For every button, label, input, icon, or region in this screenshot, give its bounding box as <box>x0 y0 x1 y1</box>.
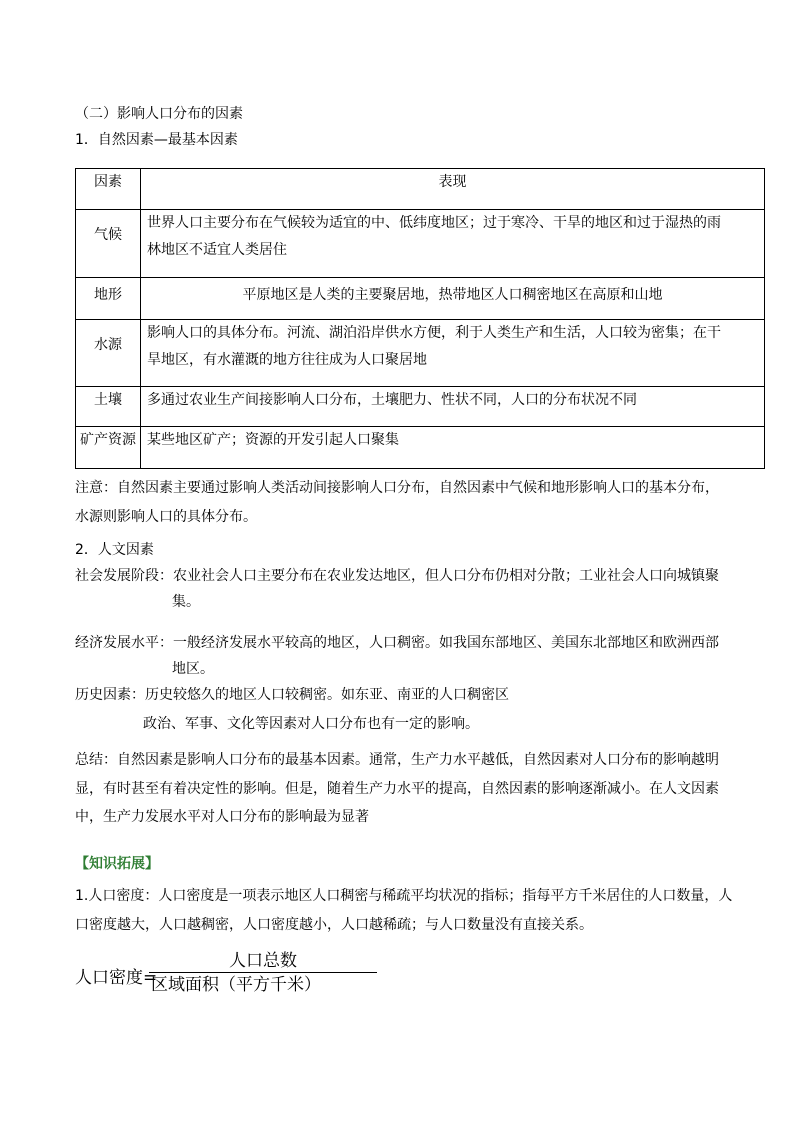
history-factor-line: 历史因素：历史较悠久的地区人口较稠密。如东亚、南亚的人口稠密区 <box>75 687 509 703</box>
natural-factors-heading: 1．自然因素—最基本因素 <box>75 132 238 148</box>
formula-denominator: 区域面积（平方千米） <box>151 975 321 995</box>
table-row <box>76 427 765 469</box>
table-header-row <box>76 169 765 210</box>
history-factor-line-cont: 政治、军事、文化等因素对人口分布也有一定的影响。 <box>143 716 479 732</box>
summary-line: 中，生产力发展水平对人口分布的影响最为显著 <box>75 809 369 825</box>
table-row <box>76 210 765 278</box>
note-line: 水源则影响人口的具体分布。 <box>75 509 257 525</box>
table-row <box>76 387 765 427</box>
human-factors-heading: 2．人文因素 <box>75 542 154 558</box>
social-stage-line-cont: 集。 <box>172 594 200 610</box>
manifestation-line: 影响人口的具体分布。河流、湖泊沿岸供水方便，利于人类生产和生活，人口较为密集；在干 <box>147 325 721 341</box>
formula-lhs: 人口密度= <box>75 968 158 988</box>
factor-cell: 地形 <box>76 278 141 320</box>
manifestation-line: 旱地区，有水灌溉的地方往往成为人口聚居地 <box>147 352 427 368</box>
manifestation-cell: 某些地区矿产；资源的开发引起人口聚集 <box>141 427 765 469</box>
summary-line: 显，有时甚至有着决定性的影响。但是，随着生产力水平的提高，自然因素的影响逐渐减小。在人文因素 <box>75 781 719 797</box>
manifestation-cell <box>141 210 765 278</box>
natural-factors-table <box>75 168 765 469</box>
manifestation-cell: 多通过农业生产间接影响人口分布，土壤肥力、性状不同，人口的分布状况不同 <box>141 387 765 427</box>
factor-cell: 矿产资源 <box>76 427 141 469</box>
factor-cell: 土壤 <box>76 387 141 427</box>
manifestation-line: 世界人口主要分布在气候较为适宜的中、低纬度地区；过于寒冷、干旱的地区和过于湿热的雨 <box>147 215 721 231</box>
manifestation-cell: 平原地区是人类的主要聚居地，热带地区人口稠密地区在高原和山地 <box>141 278 765 320</box>
density-definition-line: 口密度越大，人口越稠密，人口密度越小，人口越稀疏；与人口数量没有直接关系。 <box>75 917 593 933</box>
formula-numerator: 人口总数 <box>149 950 377 973</box>
table-row <box>76 278 765 320</box>
factor-cell: 水源 <box>76 320 141 387</box>
note-line: 注意：自然因素主要通过影响人类活动间接影响人口分布，自然因素中气候和地形影响人口的基本分布， <box>75 480 719 496</box>
density-definition-line: 1.人口密度：人口密度是一项表示地区人口稠密与稀疏平均状况的指标；指每平方千米居住的人口数量，人 <box>75 888 733 904</box>
formula-fraction <box>149 950 377 997</box>
manifestation-cell <box>141 320 765 387</box>
factor-cell: 气候 <box>76 210 141 278</box>
social-stage-line: 社会发展阶段：农业社会人口主要分布在农业发达地区，但人口分布仍相对分散；工业社会人口向城镇聚 <box>75 568 719 584</box>
table-row <box>76 320 765 387</box>
economic-level-line-cont: 地区。 <box>172 661 214 677</box>
header-manifestation: 表现 <box>141 169 765 210</box>
summary-line: 总结：自然因素是影响人口分布的最基本因素。通常，生产力水平越低，自然因素对人口分布的影响越明 <box>75 752 719 768</box>
economic-level-line: 经济发展水平：一般经济发展水平较高的地区，人口稠密。如我国东部地区、美国东北部地区和欧洲西部 <box>75 635 719 651</box>
header-factor: 因素 <box>76 169 141 210</box>
knowledge-extension-tag: 【知识拓展】 <box>75 856 159 872</box>
section-title: （二）影响人口分布的因素 <box>75 106 243 122</box>
manifestation-line: 林地区不适宜人类居住 <box>147 242 287 258</box>
